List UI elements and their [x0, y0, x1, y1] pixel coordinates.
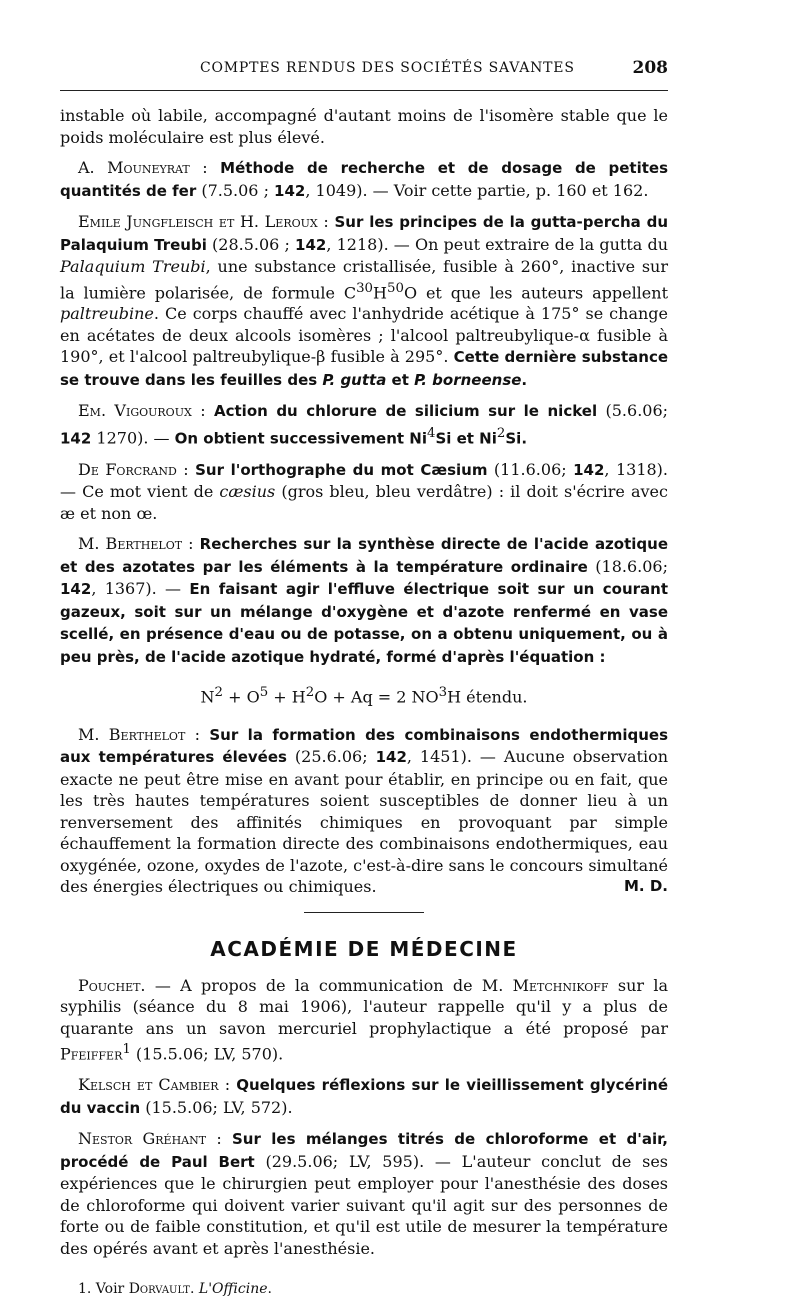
footnote-marker: 1 — [122, 1042, 131, 1058]
entry-grehant: Nestor Gréhant : Sur les mélanges titrés de chloroforme et d'air, procédé de Paul Bert (29.5.06; LV, 595). — L'auteur conclut de ses expériences que le chirurgien peut employer pour l'anesthésie des doses de chloroforme qui doivent varier suivant qu'il agit sur des personnes de forte ou de faible constitution, et qu'il est utile de mesurer la température des opérés avant et après l'anesthésie. — [60, 1129, 669, 1258]
entry-berthelot-endothermiques: M. Berthelot : Sur la formation des combinaisons endothermiques aux températures élevées (25.6.06; 142, 1451). — Aucune observation exacte ne peut être mise en avant pour établir, en principe ou en fait, que les très hautes températures soient susceptibles de donner lieu à un renversement des affinités chimiques en provoquant par simple échauffement la formation directe des combinaisons endothermiques, eau oxygénée, ozone, oxydes de l'azote, c'est-à-dire sans le concours simultané des énergies électriques ou chimiques. M. D. — [60, 724, 669, 897]
entry-title: Recherches sur la synthèse directe de l'acide azotique et des azotates par les éléments à la température ordinaire — [60, 535, 668, 576]
footnote: 1. Voir Dorvault. L'Officine. — [78, 1281, 272, 1298]
author: De Forcrand — [78, 459, 177, 479]
section-title: ACADÉMIE DE MÉDECINE — [210, 936, 518, 961]
author: M. Berthelot — [78, 534, 183, 554]
entry-mouneyrat: A. Mounеyrat : Méthode de recherche et de dosage de petites quantités de fer (7.5.06 ; 142, 1049). — Voir cette partie, p. 160 et 162. — [60, 158, 669, 200]
paragraph-continued: instable où labile, accompagné d'autant moins de l'isomère stable que le poids moléculaire est plus élevé. — [60, 106, 668, 147]
author: Emile Jungfleisch et H. Leroux — [78, 212, 318, 231]
author: Kelsch et Cambier — [78, 1075, 219, 1095]
entry-kelsch: Kelsch et Cambier : Quelques réflexions sur le vieillissement glycériné du vaccin (15.5.06; LV, 572). — [60, 1075, 668, 1117]
author: Nestor Gréhant — [78, 1129, 207, 1149]
entry-jungfleisch: Emile Jungfleisch et H. Leroux : Sur les principes de la gutta-percha du Palaquium Treubi (28.5.06 ; 142, 1218). — On peut extraire de la gutta du Palaquium Treubi, une substance cristallisée, fusible à 260°, inactive sur la lumière polarisée, de formule $C^{30}H^{50}O$ et que les auteurs appellent paltreubine. Ce corps chauffé avec l'anhydride acétique à 175° se change en acétates de deux alcools isomères ; l'alcool paltreubylique-α fusible à 190°, et l'alcool paltreubylique-β fusible à 295°. Cette dernière substance se trouve dans les feuilles des P. gutta et P. borneense. — [60, 212, 669, 389]
page-number: 208 — [632, 58, 668, 78]
author: Em. Vigouroux — [78, 401, 192, 421]
author: M. Berthelot — [78, 724, 186, 744]
entry-berthelot-synthese: M. Berthelot : Recherches sur la synthèse directe de l'acide azotique et des azotates par les éléments à la température ordinaire (18.6.06; 142, 1367). — En faisant agir l'effluve électrique soit sur un courant gazeux, soit sur un mélange d'oxygène et d'azote renfermé en vase scellé, en présence d'eau ou de potasse, on a obtenu uniquement, ou à peu près, de l'acide azotique hydraté, formé d'après l'équation : — [60, 534, 668, 666]
entry-title: Sur les principes de la gutta-percha du Palaquium Treubi — [60, 213, 669, 254]
entry-title: Sur la formation des combinaisons endothermiques aux températures élevées — [60, 725, 668, 767]
running-title: COMPTES RENDUS DES SOCIÉTÉS SAVANTES — [200, 60, 575, 76]
entry-title: Méthode de recherche et de dosage de petites quantités de fer — [60, 159, 669, 200]
section-divider — [304, 912, 424, 913]
entry-title: Sur les mélanges titrés de chloroforme et d'air, procédé de Paul Bert — [60, 1130, 669, 1171]
page-header — [60, 50, 668, 91]
journal-page — [60, 50, 668, 1301]
entry-pouchet: Pouchet. — A propos de la communication de M. Metchnikoff sur la syphilis (séance du 8 mai 1906), l'auteur rappelle qu'il y a plus de quarante ans un savon mercuriel prophylactique a été proposé par Pfeiffer$^1$ (15.5.06; LV, 570). — [60, 975, 668, 1064]
entry-title: Quelques réflexions sur le vieillissement glycériné du vaccin — [60, 1076, 668, 1117]
entry-vigouroux: Em. Vigouroux : Action du chlorure de silicium sur le nickel (5.6.06; 142 1270). — On obtient successivement Ni$^4$Si et Ni$^2$Si. — [60, 401, 669, 448]
author: Pouchet. — [78, 975, 146, 995]
signature: M. D. — [624, 877, 668, 896]
entry-title: Sur l'orthographe du mot Cæsium — [195, 460, 488, 479]
entry-title: Action du chlorure de silicium sur le nickel — [214, 402, 598, 421]
author: A. Mounеyrat — [78, 158, 190, 177]
equation: $N^2 + O^5 + H^2O + Aq = 2$ $NO^3H$ étendu. — [200, 685, 528, 707]
entry-forcrand: De Forcrand : Sur l'orthographe du mot Cæsium (11.6.06; 142, 1318). — Ce mot vient de cæsius (gros bleu, bleu verdâtre) : il doit s'écrire avec æ et non œ. — [60, 459, 668, 523]
